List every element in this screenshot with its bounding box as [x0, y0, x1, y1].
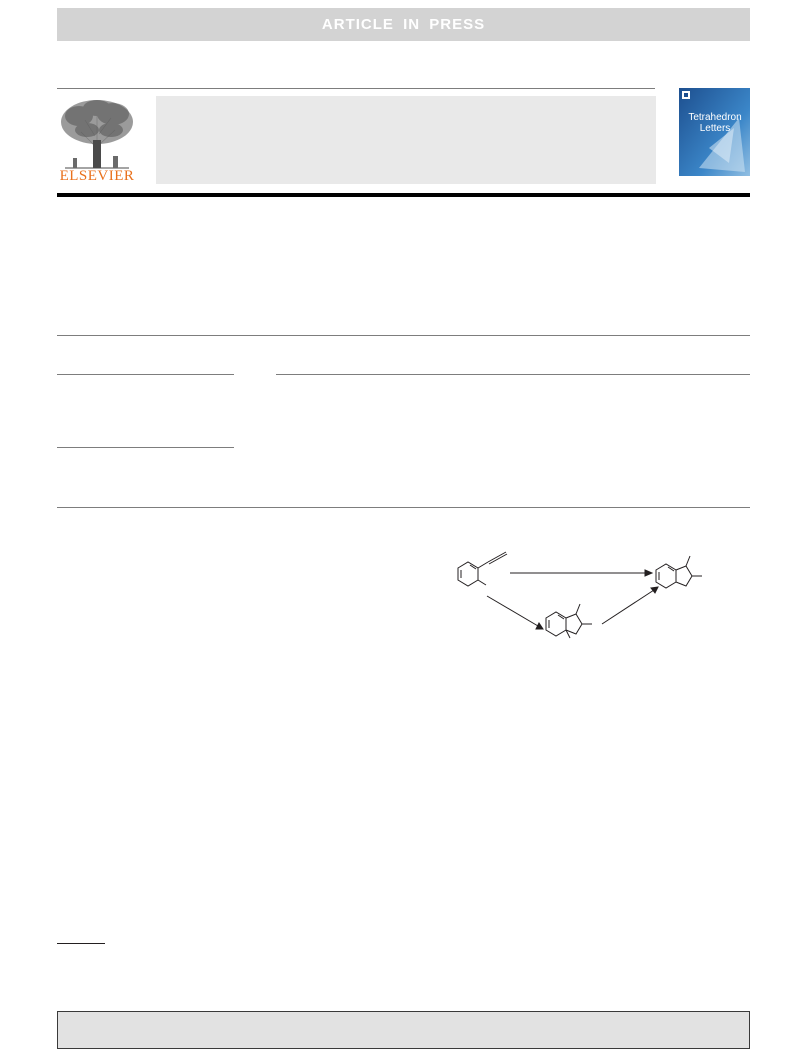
article-info-column-rule: [57, 374, 234, 375]
abstract-bottom-rule: [57, 507, 750, 508]
direct-arrow: [510, 570, 652, 576]
header-bottom-rule: [57, 193, 750, 197]
journal-cover-title: Tetrahedron Letters: [688, 112, 742, 134]
banner-text: ARTICLE IN PRESS: [321, 16, 486, 33]
journal-header-box: [156, 96, 656, 184]
keywords-rule: [57, 447, 234, 448]
footnote-separator: [57, 943, 105, 944]
product-structure: [656, 556, 702, 588]
intermediate-structure: [546, 604, 592, 638]
reaction-scheme-diagram: [440, 540, 720, 650]
journal-cover-image: [679, 88, 750, 184]
lower-arrow-2: [602, 587, 658, 624]
starting-material-structure: [458, 552, 507, 586]
citation-footer-bar: [57, 1011, 750, 1049]
header-top-rule: [57, 88, 655, 89]
elsevier-wordmark: ELSEVIER: [59, 168, 135, 184]
article-info-top-rule: [57, 335, 750, 336]
article-in-press-banner: [57, 8, 750, 41]
lower-arrow-1: [487, 596, 543, 629]
abstract-column-rule: [276, 374, 750, 375]
